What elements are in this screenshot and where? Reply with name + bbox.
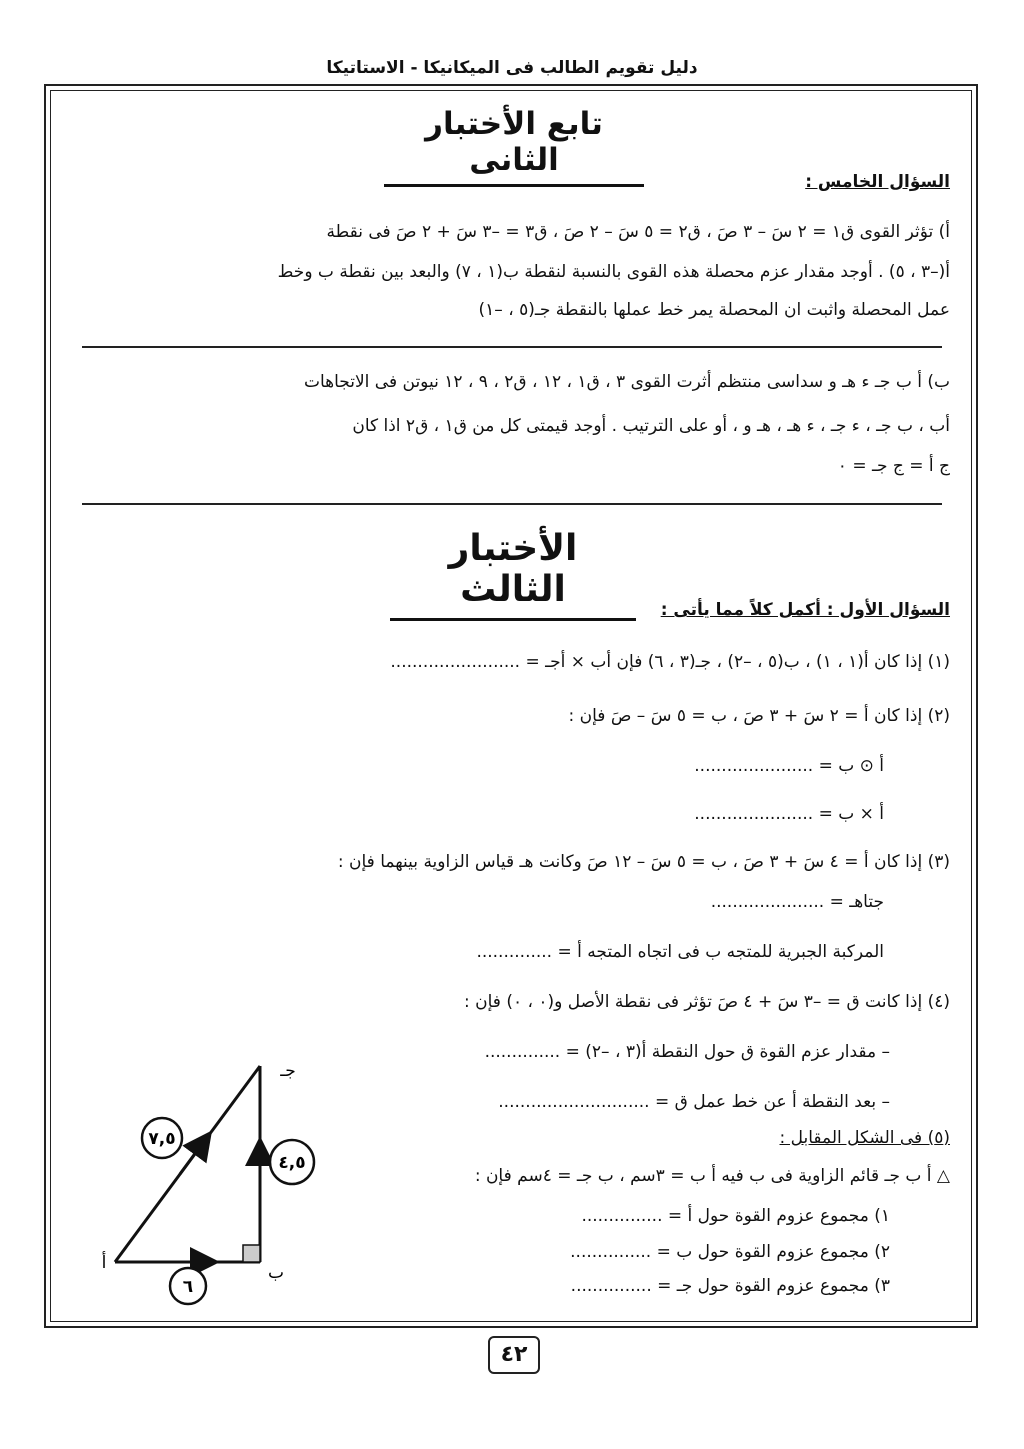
page-number: ٤٢ bbox=[488, 1336, 540, 1374]
item-2: (٢) إذا كان أ = ٢ سَ + ٣ صَ ، ب = ٥ سَ – صَ فإن : bbox=[568, 706, 950, 726]
item-5a: △ أ ب جـ قائم الزاوية فى ب فيه أ ب = ٣سم ، ب جـ = ٤سم فإن : bbox=[474, 1166, 950, 1186]
separator-1 bbox=[82, 346, 942, 348]
q1-heading: السؤال الأول : أكمل كلاً مما يأتى : bbox=[660, 600, 950, 620]
item-5b: ١) مجموع عزوم القوة حول أ = ............... bbox=[581, 1206, 890, 1226]
item-2b: أ × ب = ...................... bbox=[694, 804, 884, 824]
triangle-force-diagram bbox=[80, 1048, 320, 1310]
q5a-line3: عمل المحصلة واثبت ان المحصلة يمر خط عملها بالنقطة جـ(٥ ، –١) bbox=[478, 300, 950, 320]
q5a-line1: أ) تؤثر القوى ق١ = ٢ سَ – ٣ صَ ، ق٢ = ٥ سَ – ٢ صَ ، ق٣ = –٣ سَ + ٢ صَ فى نقطة bbox=[326, 222, 950, 242]
item-3: (٣) إذا كان أ = ٤ سَ + ٣ صَ ، ب = ٥ سَ – ١٢ صَ وكانت هـ قياس الزاوية بينهما فإن : bbox=[337, 852, 950, 872]
force-ac-value: ٧,٥ bbox=[148, 1129, 176, 1149]
item-5c: ٢) مجموع عزوم القوة حول ب = ............... bbox=[570, 1242, 890, 1262]
right-angle-marker bbox=[243, 1245, 260, 1262]
item-3b: المركبة الجبرية للمتجه ب فى اتجاه المتجه أ = .............. bbox=[476, 942, 884, 962]
force-bc-value: ٤,٥ bbox=[278, 1153, 306, 1173]
vertex-b-label: ب bbox=[267, 1263, 285, 1283]
section2-title: الأختبار الثالث bbox=[390, 528, 636, 621]
item-1: (١) إذا كان أ(١ ، ١) ، ب(٥ ، –٢) ، جـ(٣ ، ٦) فإن أب × أجـ = ........................ bbox=[390, 652, 950, 672]
separator-2 bbox=[82, 503, 942, 505]
item-5d: ٣) مجموع عزوم القوة حول جـ = ............... bbox=[570, 1276, 890, 1296]
force-ac-arrow bbox=[180, 1140, 205, 1174]
q5b-line3: ج أ = ج جـ = ٠ bbox=[837, 456, 950, 476]
item-3a: جتاهـ = ..................... bbox=[710, 892, 884, 912]
vertex-c-label: جـ bbox=[280, 1061, 296, 1081]
force-ab-value: ٦ bbox=[182, 1277, 194, 1297]
vertex-a-label: أ bbox=[101, 1253, 107, 1273]
item-4: (٤) إذا كانت ق = –٣ سَ + ٤ صَ تؤثر فى نقطة الأصل و(٠ ، ٠) فإن : bbox=[464, 992, 950, 1012]
item-5: (٥) فى الشكل المقابل : bbox=[779, 1128, 950, 1148]
header-title: دليل تقويم الطالب فى الميكانيكا - الاستاتيكا bbox=[326, 58, 698, 78]
q5b-line2: أب ، ب جـ ، ء جـ ، ء هـ ، هـ و ، أو على الترتيب . أوجد قيمتى كل من ق١ ، ق٢ اذا كان bbox=[352, 416, 950, 436]
section1-title: تابع الأختبار الثانى bbox=[384, 106, 644, 187]
item-4b: – بعد النقطة أ عن خط عمل ق = ............................ bbox=[498, 1092, 890, 1112]
q5a-line2: أ(–٣ ، ٥) . أوجد مقدار عزم محصلة هذه القوى بالنسبة لنقطة ب(١ ، ٧) والبعد بين نقطة ب وخط bbox=[277, 262, 950, 282]
item-4a: – مقدار عزم القوة ق حول النقطة أ(٣ ، –٢) = .............. bbox=[484, 1042, 890, 1062]
item-2a: أ ⊙ ب = ...................... bbox=[694, 756, 884, 776]
q5b-line1: ب) أ ب جـ ء هـ و سداسى منتظم أثرت القوى ٣ ، ق١ ، ١٢ ، ق٢ ، ٩ ، ١٢ نيوتن فى الاتجاهات bbox=[303, 372, 950, 392]
q5-heading: السؤال الخامس : bbox=[805, 172, 950, 192]
